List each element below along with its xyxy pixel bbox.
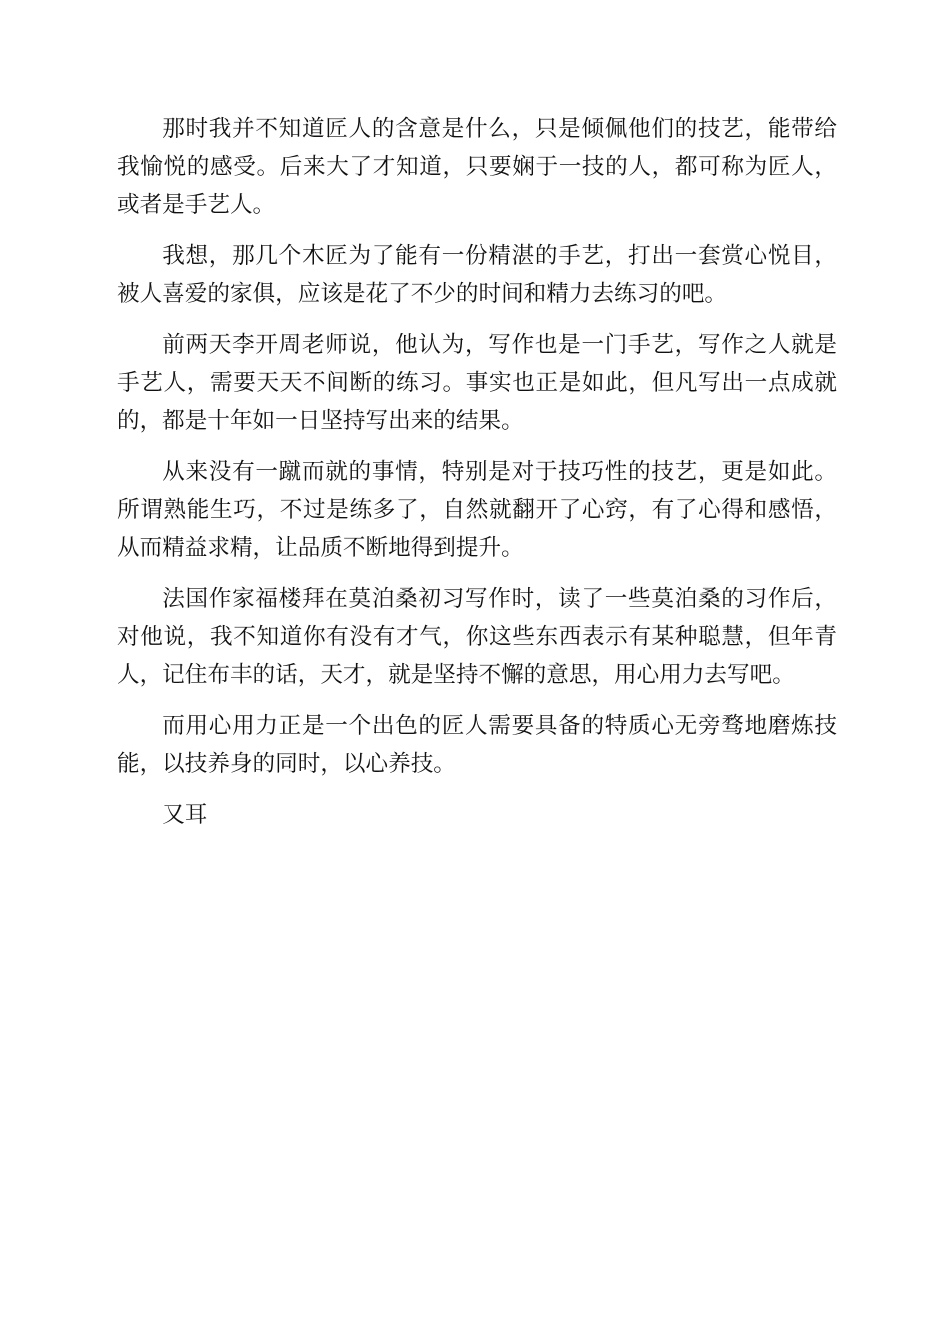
paragraph-2: 我想，那几个木匠为了能有一份精湛的手艺，打出一套赏心悦目，被人喜爱的家俱，应该是花了不少的时间和精力去练习的吧。 [117,243,837,307]
author-signature: 又耳 [162,802,208,828]
paragraph-4: 从来没有一蹴而就的事情，特别是对于技巧性的技艺，更是如此。所谓熟能生巧，不过是练多了，自然就翻开了心窍，有了心得和感悟，从而精益求精，让品质不断地得到提升。 [117,459,837,561]
paragraph-1: 那时我并不知道匠人的含意是什么，只是倾佩他们的技艺，能带给我愉悦的感受。后来大了才知道，只要娴于一技的人，都可称为匠人，或者是手艺人。 [117,116,837,218]
paragraph-5: 法国作家福楼拜在莫泊桑初习写作时，读了一些莫泊桑的习作后，对他说，我不知道你有没有才气，你这些东西表示有某种聪慧，但年青人，记住布丰的话，天才，就是坚持不懈的意思，用心用力去写吧。 [117,586,837,688]
paragraph-3: 前两天李开周老师说，他认为，写作也是一门手艺，写作之人就是手艺人，需要天天不间断的练习。事实也正是如此，但凡写出一点成就的，都是十年如一日坚持写出来的结果。 [117,332,837,434]
article-body [117,110,837,847]
paragraph-6: 而用心用力正是一个出色的匠人需要具备的特质心无旁骛地磨炼技能，以技养身的同时，以心养技。 [117,713,837,777]
